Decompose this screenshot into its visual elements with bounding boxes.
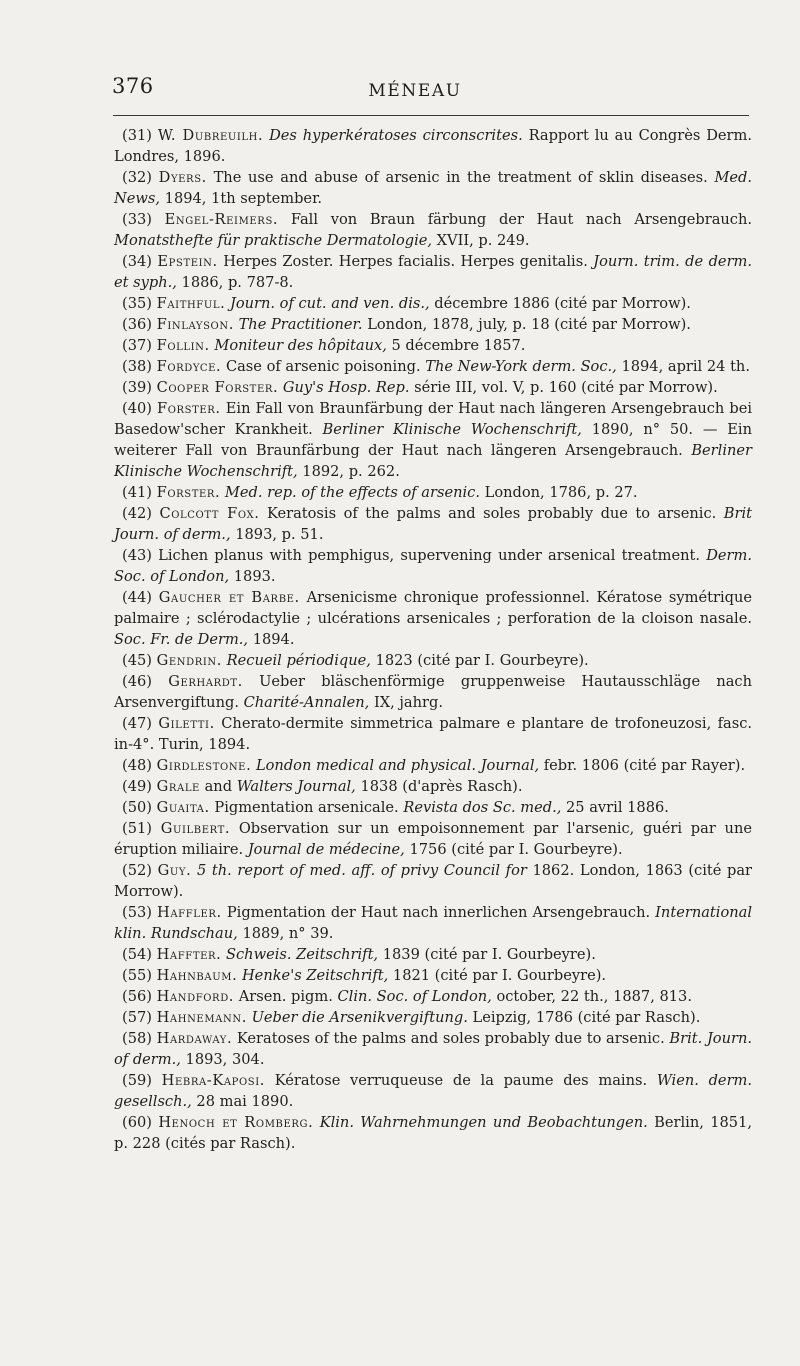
reference-text: 1756 (cité par I. Gourbeyre). [409,841,623,858]
reference-title: Henke's Zeitschrift, [241,967,389,984]
reference-text: Arsen. pigm. [238,988,333,1005]
reference-title: Brit. Journ. of derm., [114,1030,752,1068]
reference-text: 1823 (cité par I. Gourbeyre). [375,652,589,669]
reference-entry [114,1070,752,1112]
reference-entry [114,797,752,818]
reference-author: Fordyce. [156,358,222,375]
reference-author: Forster. [156,484,221,501]
reference-title: Berliner Klinische Wochenschrift, [322,421,582,438]
reference-number: (50) [122,799,152,816]
reference-number: (44) [122,589,152,606]
reference-entry [114,251,752,293]
reference-number: (39) [122,379,152,396]
running-head: MÉNEAU [368,81,462,101]
page-number: 376 [112,74,154,98]
reference-title: Wien. derm. gesellsch., [114,1072,753,1110]
reference-author: Hardaway. [156,1030,233,1047]
reference-text: Kératose verruqueuse de la paume des mains. [274,1072,648,1089]
reference-author: Follin. [156,337,210,354]
reference-number: (47) [122,715,152,732]
reference-text: Herpes Zoster. Herpes facialis. Herpes genitalis. [223,253,588,270]
reference-text: 1890, n° 50. — Ein weiterer Fall von Braunfärbung der Haut nach längeren Arsengebrauch. [114,421,753,459]
reference-entry [114,986,752,1007]
reference-title: Guy's Hosp. Rep. [282,379,410,396]
reference-author: Faithful. [156,295,226,312]
reference-text: Ueber bläschenförmige gruppenweise Hautausschläge nach Arsenvergiftung. [114,673,753,711]
reference-text: 1893, 304. [185,1051,265,1068]
reference-entry [114,314,752,335]
reference-title: The New-York derm. Soc., [425,358,617,375]
reference-text: Leipzig, 1786 (cité par Rasch). [472,1009,701,1026]
reference-entry [114,335,752,356]
reference-author: Haffter. [156,946,222,963]
header-rule [113,115,749,116]
reference-number: (51) [122,820,152,837]
reference-author: Hebra-Kaposi. [161,1072,266,1089]
reference-title: Soc. Fr. de Derm., [114,631,249,648]
reference-entry [114,356,752,377]
reference-title: Charité-Annalen, [243,694,370,711]
reference-number: (31) [122,127,152,144]
reference-title: London medical and physical. Journal, [255,757,540,774]
reference-number: (43) [122,547,152,564]
reference-entry [114,1007,752,1028]
reference-entry [114,650,752,671]
reference-author: Engel-Reimers. [164,211,279,228]
reference-text: Keratosis of the palms and soles probably due to arsenic. [266,505,717,522]
reference-author: Forster. [157,400,221,417]
reference-text: 28 mai 1890. [196,1093,294,1110]
reference-author: Gendrin. [156,652,223,669]
reference-author: Guy. [157,862,192,879]
reference-entry [114,209,752,251]
reference-entry [114,776,752,797]
reference-title: 5 th. report of med. aff. of privy Council for [196,862,527,879]
reference-author: Colcott Fox. [159,505,260,522]
reference-number: (34) [122,253,152,270]
reference-number: (35) [122,295,152,312]
reference-title: Berliner Klinische Wochenschrift, [114,442,752,480]
reference-number: (60) [122,1114,152,1131]
reference-text: Case of arsenic poisoning. [225,358,421,375]
reference-number: (33) [122,211,152,228]
reference-text: série III, vol. V, p. 160 (cité par Morrow). [414,379,718,396]
reference-number: (54) [122,946,152,963]
reference-text: 1839 (cité par I. Gourbeyre). [382,946,596,963]
reference-text: Ein Fall von Braunfärbung der Haut nach längeren Arsengebrauch bei Basedow'scher Krankheit. [114,400,753,438]
reference-title: Ueber die Arsenikvergiftung. [251,1009,468,1026]
reference-text: Pigmentation der Haut nach innerlichen Arsengebrauch. [226,904,651,921]
reference-number: (41) [122,484,152,501]
reference-text: Cherato-dermite simmetrica palmare e plantare de trofoneuzosi, fasc. in-4°. Turin, 1894. [114,715,753,753]
reference-number: (40) [122,400,152,417]
reference-author: Girdlestone. [156,757,252,774]
reference-entry [114,482,752,503]
reference-entry [114,545,752,587]
reference-entry [114,587,752,650]
reference-text: 1893. [233,568,276,585]
reference-title: Med. rep. of the effects of arsenic. [224,484,480,501]
reference-entry [114,944,752,965]
reference-title: Med. News, [114,169,752,207]
reference-entry [114,671,752,713]
reference-number: (58) [122,1030,152,1047]
reference-number: (49) [122,778,152,795]
reference-number: (56) [122,988,152,1005]
reference-text: Pigmentation arsenicale. [214,799,399,816]
reference-title: Clin. Soc. of London, [337,988,492,1005]
reference-text: Berlin, 1851, p. 228 (cités par Rasch). [114,1114,753,1152]
reference-text: 1862. London, 1863 (cité par Morrow). [114,862,753,900]
reference-title: The Practitioner. [238,316,363,333]
reference-text: Lichen planus with pemphigus, supervening under arsenical treatment. [158,547,701,564]
reference-text: London, 1878, july, p. 18 (cité par Morrow). [367,316,691,333]
reference-author: Gerhardt. [168,673,243,690]
reference-number: (45) [122,652,152,669]
reference-entry [114,965,752,986]
reference-number: (57) [122,1009,152,1026]
reference-author: Hahnemann. [156,1009,247,1026]
reference-entry [114,902,752,944]
reference-author: Handford. [156,988,235,1005]
reference-text: décembre 1886 (cité par Morrow). [434,295,691,312]
reference-author: Guaita. [156,799,210,816]
reference-title: Derm. Soc. of London, [114,547,753,585]
reference-text: 1889, n° 39. [242,925,334,942]
reference-text: 25 avril 1886. [566,799,669,816]
reference-number: (37) [122,337,152,354]
reference-title: Journ. of cut. and ven. dis., [229,295,430,312]
reference-author: Grale [156,778,200,795]
reference-title: Journ. trim. de derm. et syph., [114,253,753,291]
reference-entry [114,818,752,860]
reference-entry [114,167,752,209]
reference-title: Klin. Wahrnehmungen und Beobachtungen. [319,1114,648,1131]
reference-number: (32) [122,169,152,186]
reference-author: Gaucher et Barbe. [158,589,300,606]
reference-title: Des hyperkératoses circonscrites. [269,127,523,144]
reference-author: Giletti. [158,715,215,732]
reference-text: 1894. [252,631,295,648]
reference-title: Monatsthefte für praktische Dermatologie, [114,232,433,249]
reference-title: Revista dos Sc. med., [403,799,562,816]
reference-number: (59) [122,1072,152,1089]
reference-title: Schweis. Zeitschrift, [226,946,379,963]
reference-text: 1892, p. 262. [302,463,400,480]
reference-text: 1894, 1th september. [164,190,323,207]
reference-entry [114,713,752,755]
reference-title: Walters Journal, [236,778,356,795]
reference-author: Dyers. [158,169,207,186]
reference-title: Moniteur des hôpitaux, [214,337,387,354]
reference-text: 1838 (d'après Rasch). [360,778,523,795]
reference-number: (55) [122,967,152,984]
reference-entry [114,1028,752,1070]
reference-entry [114,125,752,167]
reference-text: The use and abuse of arsenic in the treatment of sklin diseases. [213,169,708,186]
reference-entry [114,860,752,902]
reference-text: IX, jahrg. [373,694,443,711]
reference-entry [114,398,752,482]
reference-number: (48) [122,757,152,774]
reference-text: Rapport lu au Congrès Derm. Londres, 1896. [114,127,752,165]
reference-entry [114,293,752,314]
reference-number: (38) [122,358,152,375]
reference-text: Fall von Braun färbung der Haut nach Arsengebrauch. [290,211,753,228]
reference-text: 1894, april 24 th. [621,358,750,375]
reference-text: XVII, p. 249. [436,232,530,249]
reference-text: Keratoses of the palms and soles probably due to arsenic. [236,1030,665,1047]
reference-text: London, 1786, p. 27. [484,484,638,501]
reference-title: Recueil périodique, [226,652,371,669]
reference-text: 1893, p. 51. [235,526,324,543]
reference-number: (53) [122,904,152,921]
reference-author: Cooper Forster. [156,379,279,396]
reference-text: and [204,778,233,795]
reference-number: (36) [122,316,152,333]
reference-author: Finlayson. [156,316,234,333]
reference-number: (42) [122,505,152,522]
reference-title: Brit Journ. of derm., [114,505,752,543]
reference-author: Epstein. [157,253,218,270]
reference-author: Haffler. [157,904,222,921]
reference-author: Guilbert. [160,820,231,837]
reference-title: Journal de médecine, [247,841,405,858]
reference-text: Arsenicisme chronique professionnel. Kératose symétrique palmaire ; sclérodactylie ; ulcérations arsenicales ; perforation de la cloison nasale. [114,589,753,627]
reference-author: Hahnbaum. [156,967,238,984]
reference-entry [114,503,752,545]
reference-author: Henoch et Romberg. [158,1114,314,1131]
reference-number: (46) [122,673,152,690]
reference-text: Observation sur un empoisonnement par l'arsenic, guéri par une éruption miliaire. [114,820,752,858]
reference-text: october, 22 th., 1887, 813. [496,988,692,1005]
reference-entry [114,755,752,776]
reference-text: 5 décembre 1857. [391,337,526,354]
reference-author: W. Dubreuilh. [157,127,264,144]
reference-entry [114,377,752,398]
reference-list [114,125,752,1154]
reference-text: febr. 1806 (cité par Rayer). [543,757,746,774]
reference-text: 1886, p. 787-8. [181,274,294,291]
reference-text: 1821 (cité par I. Gourbeyre). [392,967,607,984]
reference-title: International klin. Rundschau, [114,904,752,942]
reference-number: (52) [122,862,152,879]
reference-entry [114,1112,752,1154]
